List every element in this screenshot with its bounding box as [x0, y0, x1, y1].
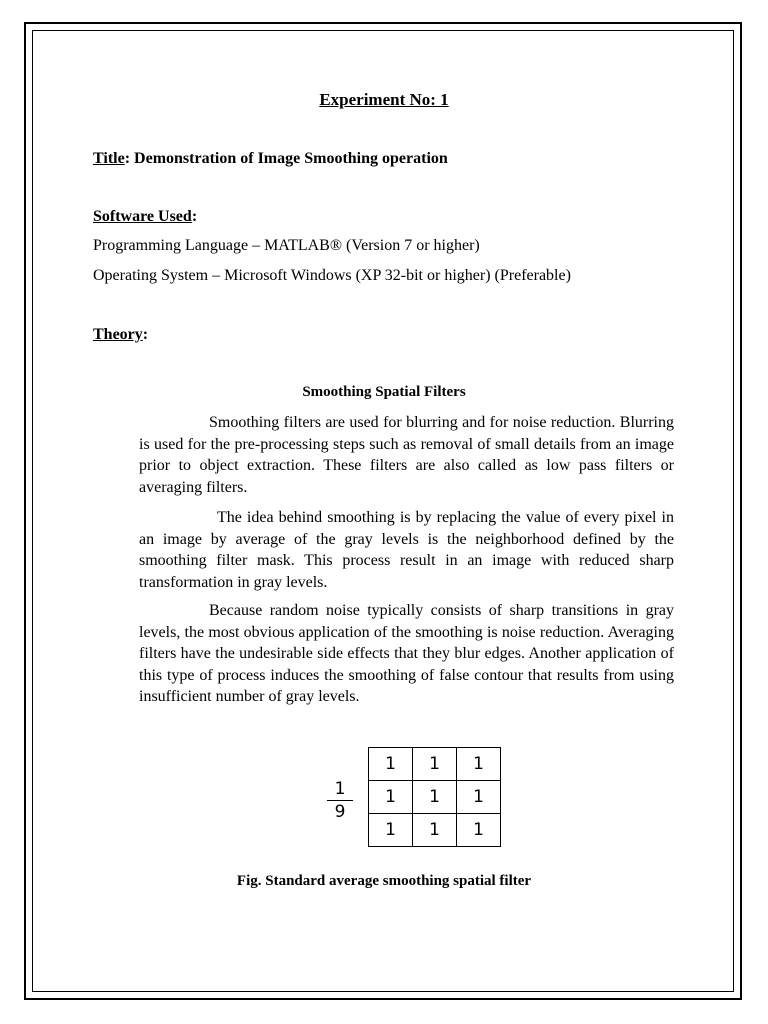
software-heading: [93, 208, 197, 226]
fraction-denominator: 9: [334, 802, 346, 822]
fraction-bar: [327, 800, 353, 801]
software-sep: :: [191, 208, 198, 225]
software-line-os: Operating System – Microsoft Windows (XP 32-bit or higher) (Preferable): [93, 267, 571, 284]
matrix-cell: 1: [457, 814, 501, 847]
matrix-row: [369, 814, 501, 847]
matrix-cell: 1: [457, 781, 501, 814]
title-sep: :: [124, 150, 131, 167]
matrix-cell: 1: [413, 781, 457, 814]
figure-caption: Fig. Standard average smoothing spatial filter: [236, 873, 532, 889]
matrix-row: [369, 748, 501, 781]
matrix-cell: 1: [413, 814, 457, 847]
fraction-one-ninth: [325, 779, 355, 822]
paragraph-1: Smoothing filters are used for blurring and for noise reduction. Blurring is used for the pre-processing steps such as removal of small details from an image prior to object extraction. These filters are also called as low pass filters or averaging filters.: [139, 414, 674, 496]
matrix-cell: 1: [457, 748, 501, 781]
paragraph-3: Because random noise typically consists of sharp transitions in gray levels, the most obvious application of the smoothing is noise reduction. Averaging filters have the undesirable side effects that they blur edges. Another application of this type of process induces the smoothing of false contour that results from using insufficient number of gray levels.: [139, 602, 674, 705]
software-label: Software Used: [93, 208, 192, 225]
matrix-cell: 1: [369, 814, 413, 847]
matrix-row: [369, 781, 501, 814]
title-text: Demonstration of Image Smoothing operation: [130, 150, 448, 167]
experiment-heading: Experiment No: 1: [319, 90, 449, 109]
title-line: [93, 150, 448, 168]
theory-label: Theory: [93, 326, 143, 343]
section-title: Smoothing Spatial Filters: [302, 384, 466, 400]
theory-heading: [93, 326, 148, 344]
matrix-cell: 1: [369, 781, 413, 814]
matrix-cell: 1: [413, 748, 457, 781]
matrix-cell: 1: [369, 748, 413, 781]
filter-mask-matrix: [368, 747, 501, 847]
fraction-numerator: 1: [334, 779, 346, 799]
title-label: Title: [93, 150, 125, 167]
paragraph-2: The idea behind smoothing is by replacing the value of every pixel in an image by average of the gray levels is the neighborhood defined by the smoothing filter mask. This process result in an image with reduced sharp transformation in gray levels.: [139, 509, 674, 591]
theory-sep: :: [142, 326, 149, 343]
software-line-language: Programming Language – MATLAB® (Version 7 or higher): [93, 237, 480, 254]
